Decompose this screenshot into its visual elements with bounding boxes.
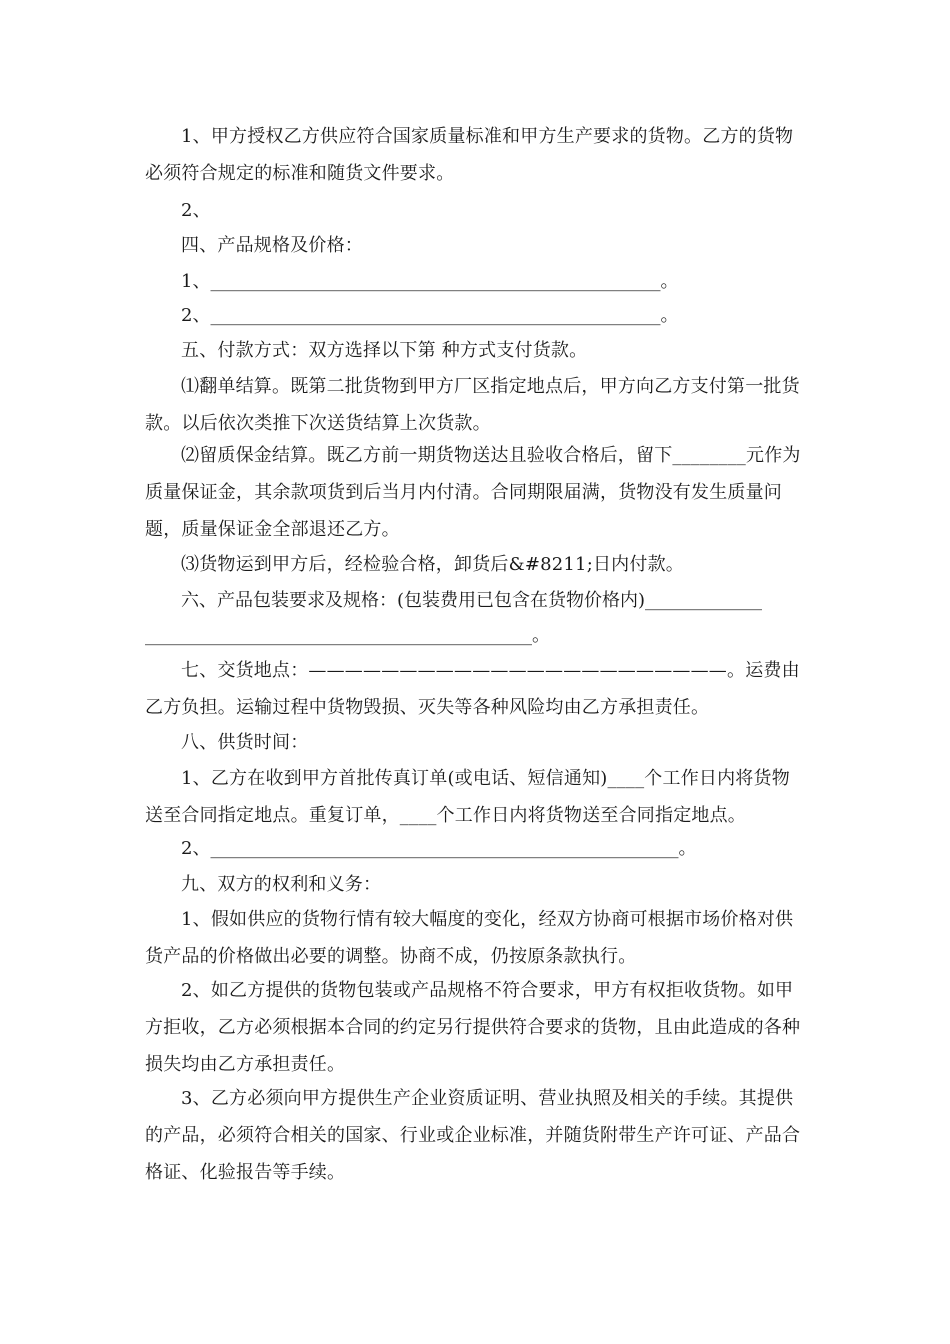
supply-time-item-2-blank: 2、____________________________________________________。: [181, 838, 697, 859]
section-heading-supply-time: 八、供货时间：: [181, 732, 309, 753]
section-heading-packaging: 六、产品包装要求及规格：(包装费用已包含在货物价格内)_____________: [181, 590, 763, 611]
supply-time-item-1: 1、乙方在收到甲方首批传真订单(或电话、短信通知)____个工作日内将货物送至合同指定地点。重复订单，____个工作日内将货物送至合同指定地点。: [145, 768, 790, 826]
payment-option-3: ⑶货物运到甲方后，经检验合格，卸货后&#8211;日内付款。: [181, 554, 684, 575]
clause-item-2-blank: 2、: [181, 200, 211, 221]
specs-blank-line-2: 2、__________________________________________________。: [181, 305, 679, 326]
section-heading-payment: 五、付款方式：双方选择以下第 种方式支付货款。: [181, 340, 588, 361]
rights-item-1: 1、假如供应的货物行情有较大幅度的变化，经双方协商可根据市场价格对供货产品的价格做出必要的调整。协商不成，仍按原条款执行。: [145, 909, 794, 967]
payment-option-1: ⑴翻单结算。既第二批货物到甲方厂区指定地点后，甲方向乙方支付第一批货款。以后依次类推下次送货结算上次货款。: [145, 376, 800, 434]
clause-goods-standard: 1、甲方授权乙方供应符合国家质量标准和甲方生产要求的货物。乙方的货物必须符合规定的标准和随货文件要求。: [145, 126, 794, 184]
packaging-blank-line: ___________________________________________。: [145, 625, 550, 646]
section-heading-specs-price: 四、产品规格及价格：: [181, 235, 363, 256]
payment-option-2: ⑵留质保金结算。既乙方前一期货物送达且验收合格后，留下________元作为质量保证金，其余款项货到后当月内付清。合同期限届满，货物没有发生质量问题，质量保证金全部退还乙方。: [145, 445, 801, 540]
rights-item-3: 3、乙方必须向甲方提供生产企业资质证明、营业执照及相关的手续。其提供的产品，必须符合相关的国家、行业或企业标准，并随货附带生产许可证、产品合格证、化验报告等手续。: [145, 1088, 801, 1183]
specs-blank-line-1: 1、__________________________________________________。: [181, 271, 679, 292]
section-delivery-location: 七、交货地点：———————————————————————。运费由乙方负担。运输过程中货物毁损、灭失等各种风险均由乙方承担责任。: [145, 660, 800, 718]
section-heading-rights-obligations: 九、双方的权利和义务：: [181, 874, 382, 895]
rights-item-2: 2、如乙方提供的货物包装或产品规格不符合要求，甲方有权拒收货物。如甲方拒收，乙方必须根据本合同的约定另行提供符合要求的货物，且由此造成的各种损失均由乙方承担责任。: [145, 980, 801, 1075]
